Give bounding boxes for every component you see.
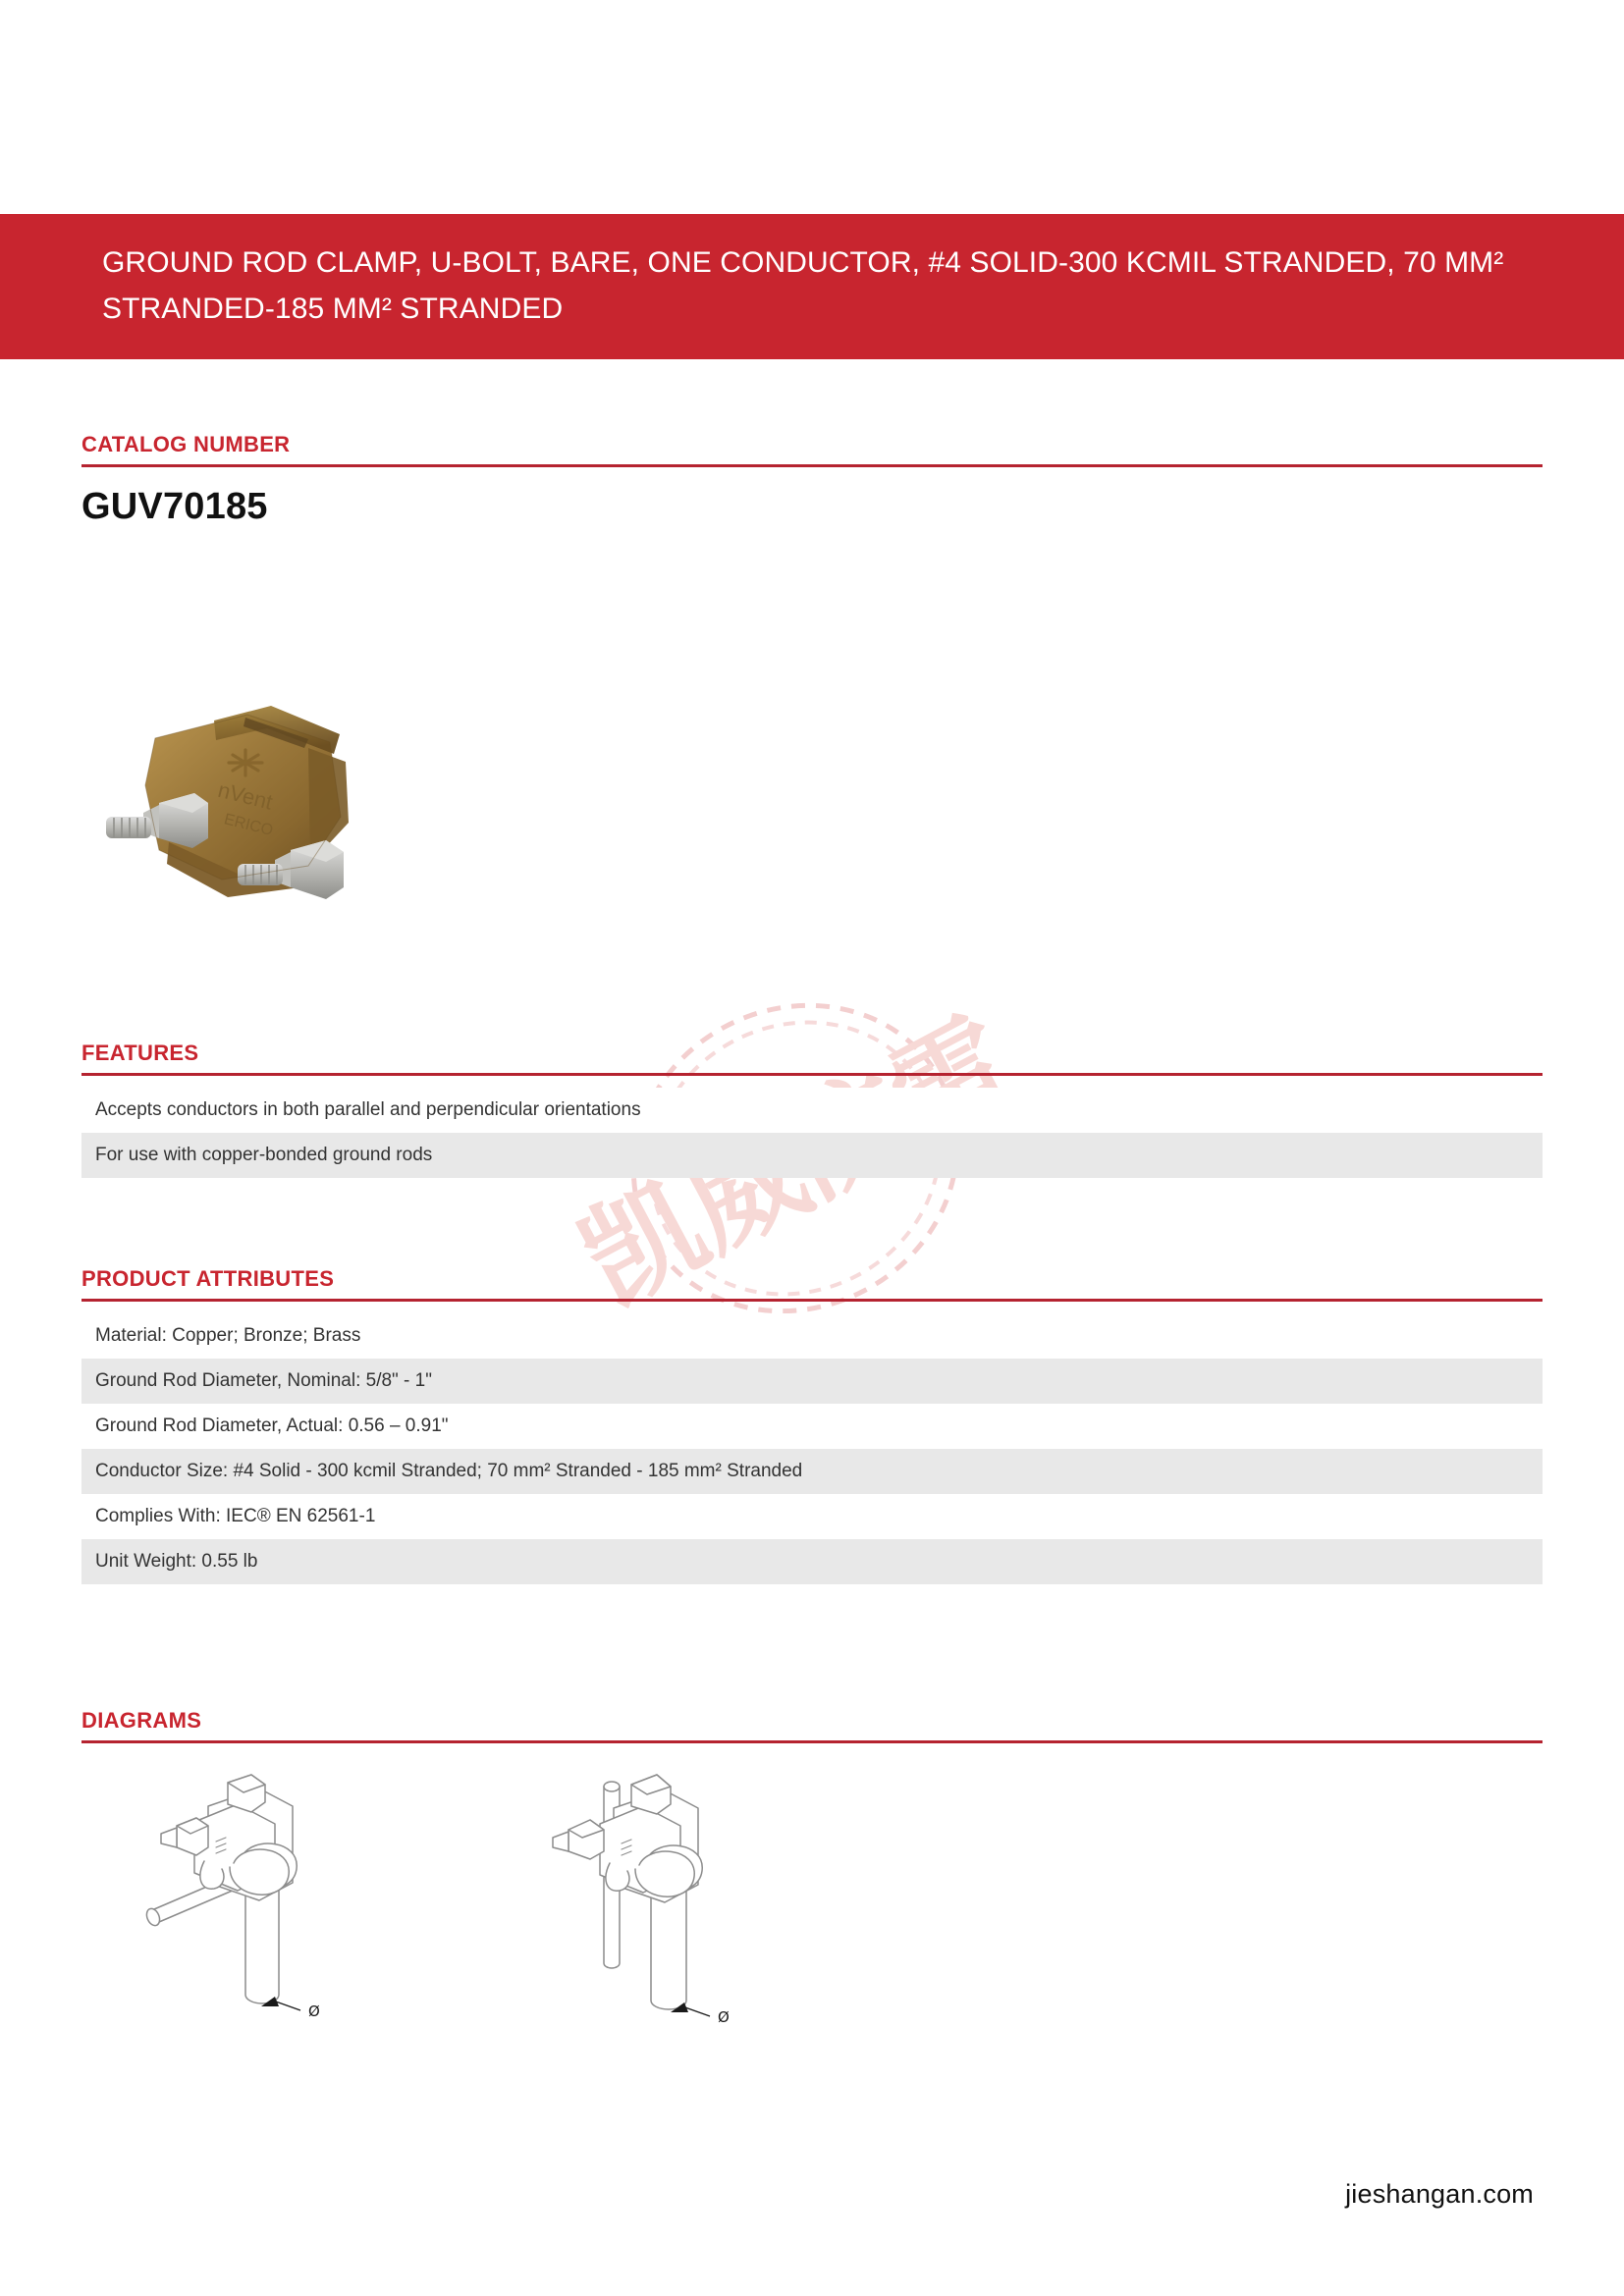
product-attributes-section-header	[81, 1266, 1543, 1302]
diagrams-label: DIAGRAMS	[81, 1708, 202, 1733]
list-item: Accepts conductors in both parallel and perpendicular orientations	[81, 1088, 1543, 1133]
diagram-parallel	[135, 1767, 430, 2096]
diagram-perpendicular	[543, 1767, 838, 2096]
section-divider	[81, 464, 1543, 467]
features-list	[81, 1088, 1543, 1178]
table-row: Material: Copper; Bronze; Brass	[81, 1313, 1543, 1359]
table-row: Ground Rod Diameter, Actual: 0.56 – 0.91"	[81, 1404, 1543, 1449]
diagrams-section-header	[81, 1708, 1543, 1743]
diameter-callout-2	[671, 2002, 730, 2026]
catalog-number-label: CATALOG NUMBER	[81, 432, 291, 456]
table-row: Conductor Size: #4 Solid - 300 kcmil Stranded; 70 mm² Stranded - 185 mm² Stranded	[81, 1449, 1543, 1494]
product-attributes-list	[81, 1313, 1543, 1584]
table-row: Unit Weight: 0.55 lb	[81, 1539, 1543, 1584]
table-row: Ground Rod Diameter, Nominal: 5/8" - 1"	[81, 1359, 1543, 1404]
diameter-symbol: Ø	[308, 2002, 320, 2020]
diameter-callout-1	[261, 1997, 320, 2020]
catalog-number-section-header	[81, 432, 1543, 467]
section-divider	[81, 1299, 1543, 1302]
footer-site-url: jieshangan.com	[1345, 2179, 1534, 2209]
embossed-sub-text: ERICO	[222, 811, 275, 840]
list-item: For use with copper-bonded ground rods	[81, 1133, 1543, 1178]
product-attributes-label: PRODUCT ATTRIBUTES	[81, 1266, 335, 1291]
product-photo	[98, 677, 393, 962]
table-row: Complies With: IEC® EN 62561-1	[81, 1494, 1543, 1539]
diameter-symbol: Ø	[718, 2008, 730, 2026]
product-title-banner	[0, 214, 1624, 359]
section-divider	[81, 1073, 1543, 1076]
section-divider	[81, 1740, 1543, 1743]
features-label: FEATURES	[81, 1041, 199, 1065]
catalog-number-value: GUV70185	[81, 486, 268, 527]
embossed-brand-text: nVent	[215, 776, 276, 815]
features-section-header	[81, 1041, 1543, 1076]
diagrams-area	[81, 1767, 1543, 2110]
page-title: GROUND ROD CLAMP, U-BOLT, BARE, ONE CONDUCTOR, #4 SOLID-300 KCMIL STRANDED, 70 MM² STRANDED-185 MM² STRANDED	[102, 246, 1504, 325]
